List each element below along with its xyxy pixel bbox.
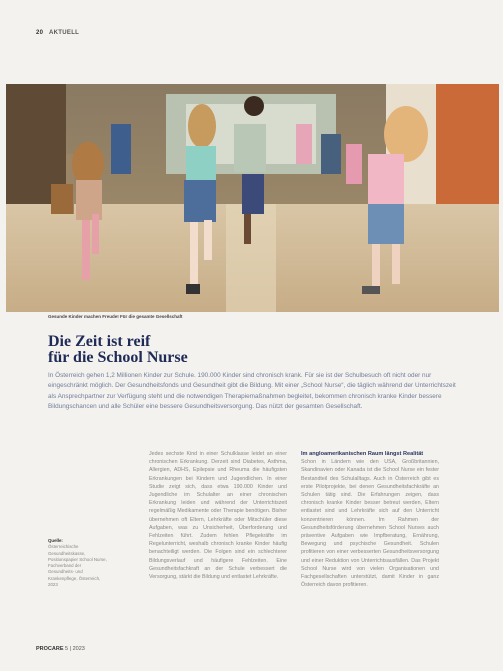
children-running-photo <box>6 84 499 312</box>
body-column-1: Jedes sechste Kind in einer Schulklasse leidet an einer chronischen Erkrankung. Derzeit sind Diabetes, Asthma, Allergien, ADHS, Epilepsie und Rheuma die häufigsten Erkrankungen bei Kindern und Jugendlichen. In einer Studie zeigt sich, dass etwa 190.000 Kinder und Jugendliche im Schulalter an einer chronischen Erkrankung leiden und während der Unterrichtszeit regelmäßig Medikamente oder Therapie benötigen. Bisher übernehmen oft Eltern, Lehrkräfte oder Mitschüler diese Aufgaben, was zu Unsicherheit, Überforderung und Fehlzeiten führt. Zudem fehlen Pflegekräfte im Regelunterricht, weshalb chronisch kranke Kinder häufig benachteiligt werden. Die Folgen sind ein schlechterer Bildungsverlauf und häufigere Fehlzeiten. Eine Gesundheitsfachkraft an der Schule verbessert die Versorgung, stärkt die Bildung und entlastet Lehrkräfte. <box>149 451 287 581</box>
magazine-name: PROCARE <box>36 646 64 652</box>
section-label: AKTUELL <box>49 30 80 36</box>
body-column-2-text: Schon in Ländern wie den USA, Großbritannien, Skandinavien oder Kanada ist die School Nurse ein fester Bestandteil des Schulalltags. Auch in Österreich gibt es erste Pilotprojekte, bei denen Gesundheitsfachkräfte an Schulen tätig sind. Die Erfahrungen zeigen, dass chronisch kranke Kinder besser betreut werden, Eltern entlastet sind und Lehrkräfte sich auf den Unterricht konzentrieren können. Im Rahmen der Gesundheitsförderung übernehmen School Nurses auch präventive Aufgaben wie Impfberatung, Ernährung, Bewegung und psychische Gesundheit. Schulen profitieren von einer verbesserten Gesundheitsversorgung und einer Reduktion von Unterrichtsausfällen. Das Projekt School Nurse wird von vielen Organisationen und Fachgesellschaften unterstützt, damit Kinder in ganz Österreich davon profitieren. <box>301 459 439 589</box>
hero-photo <box>6 84 499 312</box>
page-footer <box>36 646 85 652</box>
title-line-1: Die Zeit ist reif <box>48 333 151 350</box>
body-column-2 <box>301 450 439 589</box>
sidebar-source <box>48 538 108 588</box>
sidebar-text: Österreichische Gesundheitskasse, Positionspapier School Nurse, Fachverband der Gesundheits- und Krankenpflege, Österreich, 2023 <box>48 544 107 588</box>
subheading: Im angloamerikanischen Raum längst Realität <box>301 451 424 457</box>
issue-number: 5 | 2023 <box>65 646 85 652</box>
page-number: 20 <box>36 30 44 36</box>
article-title <box>48 334 348 366</box>
photo-caption: Gesunde Kinder machen Freude! Für die gesamte Gesellschaft <box>48 314 183 319</box>
page-header <box>36 30 79 36</box>
title-line-2: für die School Nurse <box>48 349 188 366</box>
sidebar-label: Quelle: <box>48 538 63 543</box>
article-intro: In Österreich gehen 1,2 Millionen Kinder zur Schule. 190.000 Kinder sind chronisch krank. Für sie ist der Schulbesuch oft nicht oder nur eingeschränkt möglich. Der Gesundheitsfonds und Gesundheit gibt die Bildung. Mit einer „School Nurse“, die täglich während der Unterrichtszeit als Ansprechpartner zur Verfügung steht und die notwendigen Therapiemaßnahmen begleitet, bekommen chronisch kranke Kinder bessere Bildungschancen und alle Schüler eine bessere Gesundheitsversorgung. Das nützt der gesamten Gesellschaft. <box>48 372 456 411</box>
